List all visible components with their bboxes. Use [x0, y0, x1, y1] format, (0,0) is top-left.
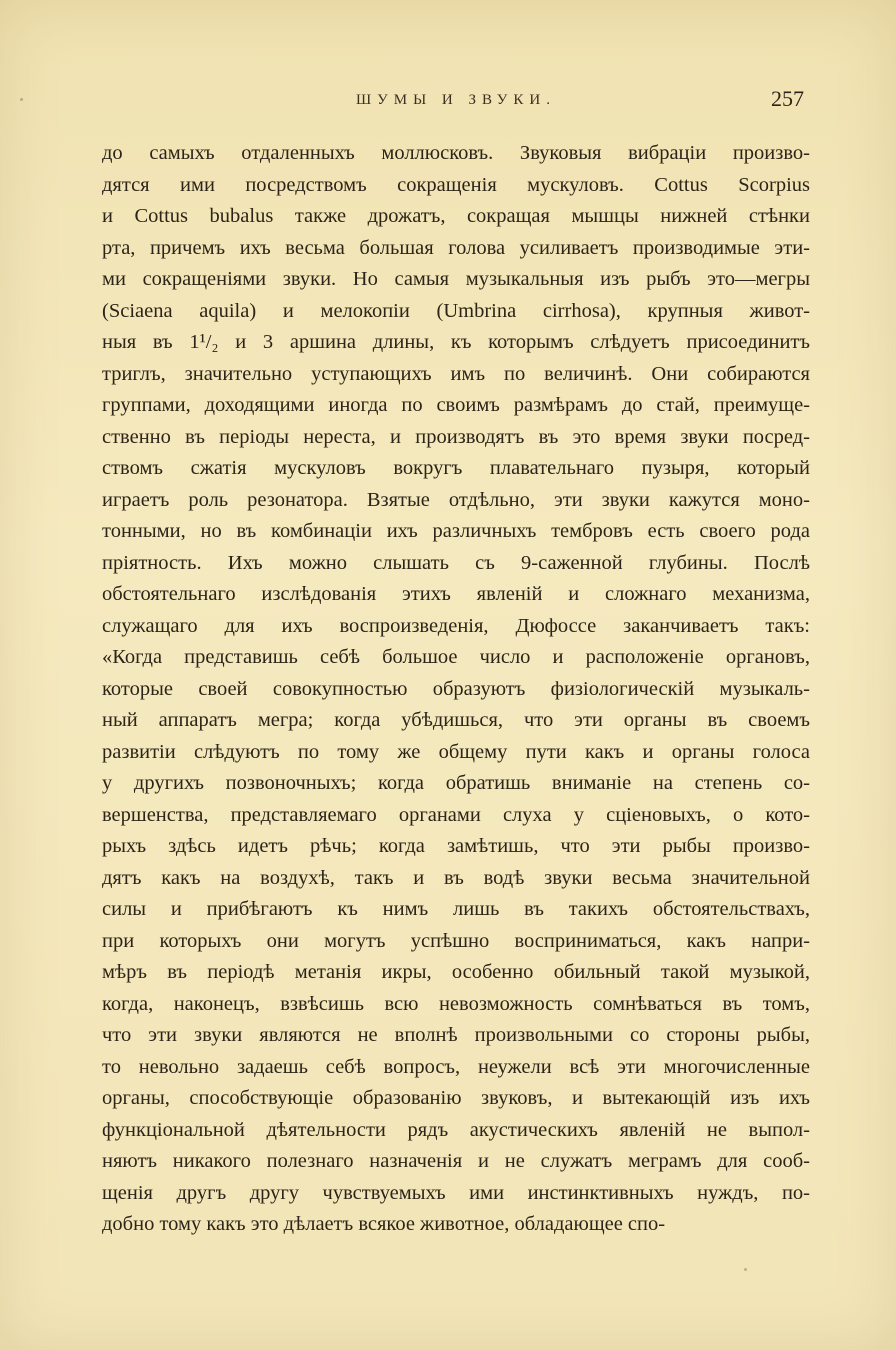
text-line: рта, причемъ ихъ весьма большая голова усиливаетъ производимые эти-: [102, 236, 810, 259]
text-line: тонными, но въ комбинаціи ихъ различныхъ тембровъ есть своего рода: [102, 520, 810, 542]
text-line: когда, наконецъ, взвѣсишь всю невозможность сомнѣваться въ томъ,: [102, 992, 810, 1015]
body-text: [102, 138, 810, 1241]
text-line: рыхъ здѣсь идетъ рѣчь; когда замѣтишь, что эти рыбы произво-: [102, 835, 810, 857]
text-line: при которыхъ они могутъ успѣшно восприниматься, какъ напри-: [102, 929, 810, 952]
text-line: то невольно задаешь себѣ вопросъ, неужели всѣ эти многочисленные: [102, 1055, 810, 1078]
text-line: играетъ роль резонатора. Взятые отдѣльно, эти звуки кажутся моно-: [102, 488, 810, 511]
text-line: силы и прибѣгаютъ къ нимъ лишь въ такихъ обстоятельствахъ,: [102, 898, 810, 920]
text-line: развитіи слѣдуютъ по тому же общему пути какъ и органы голоса: [102, 740, 810, 763]
text-line: мѣръ въ періодѣ метанія икры, особенно обильный такой музыкой,: [102, 961, 810, 983]
text-line: органы, способствующіе образованію звуковъ, и вытекающій изъ ихъ: [102, 1087, 810, 1109]
text-line: у другихъ позвоночныхъ; когда обратишь вниманіе на степень со-: [102, 772, 810, 794]
text-line: няютъ никакого полезнаго назначенія и не служатъ меграмъ для сооб-: [102, 1150, 810, 1172]
paper-speck: [744, 1268, 747, 1271]
text-line: дятъ какъ на воздухѣ, такъ и въ водѣ звуки весьма значительной: [102, 866, 810, 889]
text-line: которые своей совокупностью образуютъ физіологическій музыкаль-: [102, 677, 810, 700]
text-line: пріятность. Ихъ можно слышать съ 9-саженной глубины. Послѣ: [102, 551, 810, 574]
text-line: ныя въ 1¹/₂ и 3 аршина длины, къ которымъ слѣдуетъ присоединитъ: [102, 331, 810, 353]
text-line: функціональной дѣятельности рядъ акустическихъ явленій не выпол-: [102, 1118, 810, 1141]
text-line: до самыхъ отдаленныхъ моллюсковъ. Звуковыя вибраціи произво-: [102, 142, 810, 164]
text-line: добно тому какъ это дѣлаетъ всякое животное, обладающее спо-: [102, 1213, 666, 1235]
text-line: ми сокращеніями звуки. Но самыя музыкальныя изъ рыбъ это—мегры: [102, 268, 810, 290]
text-line: что эти звуки являются не вполнѣ произвольными со стороны рыбы,: [102, 1024, 810, 1046]
text-line: триглъ, значительно уступающихъ имъ по величинѣ. Они собираются: [102, 362, 810, 385]
page-number: 257: [771, 86, 804, 111]
text-line: группами, доходящими иногда по своимъ размѣрамъ до стай, преимуще-: [102, 394, 810, 416]
text-line: вершенства, представляемаго органами слуха у сціеновыхъ, о кото-: [102, 803, 810, 826]
text-line: обстоятельнаго изслѣдованія этихъ явленій и сложнаго механизма,: [102, 583, 810, 605]
text-line: служащаго для ихъ воспроизведенія, Дюфоссе заканчиваетъ такъ:: [102, 614, 810, 637]
running-title: ШУМЫ И ЗВУКИ.: [356, 92, 557, 108]
text-line: щенія другъ другу чувствуемыхъ ими инстинктивныхъ нуждъ, по-: [102, 1181, 810, 1204]
text-line: дятся ими посредствомъ сокращенія мускуловъ. Cottus Scorpius: [102, 173, 810, 196]
text-line: (Sciaena aquila) и мелокопіи (Umbrina cirrhosa), крупныя живот-: [102, 299, 810, 322]
text-line: и Cottus bubalus также дрожатъ, сокращая мышцы нижней стѣнки: [102, 205, 810, 227]
text-line: ствомъ сжатія мускуловъ вокругъ плавательнаго пузыря, который: [102, 457, 810, 479]
paper-speck: [20, 98, 23, 101]
text-line: «Когда представишь себѣ большое число и расположеніе органовъ,: [102, 646, 810, 668]
text-line: ственно въ періоды нереста, и производятъ въ это время звуки посред-: [102, 425, 810, 448]
text-line: ный аппаратъ мегра; когда убѣдишься, что эти органы въ своемъ: [102, 709, 810, 731]
